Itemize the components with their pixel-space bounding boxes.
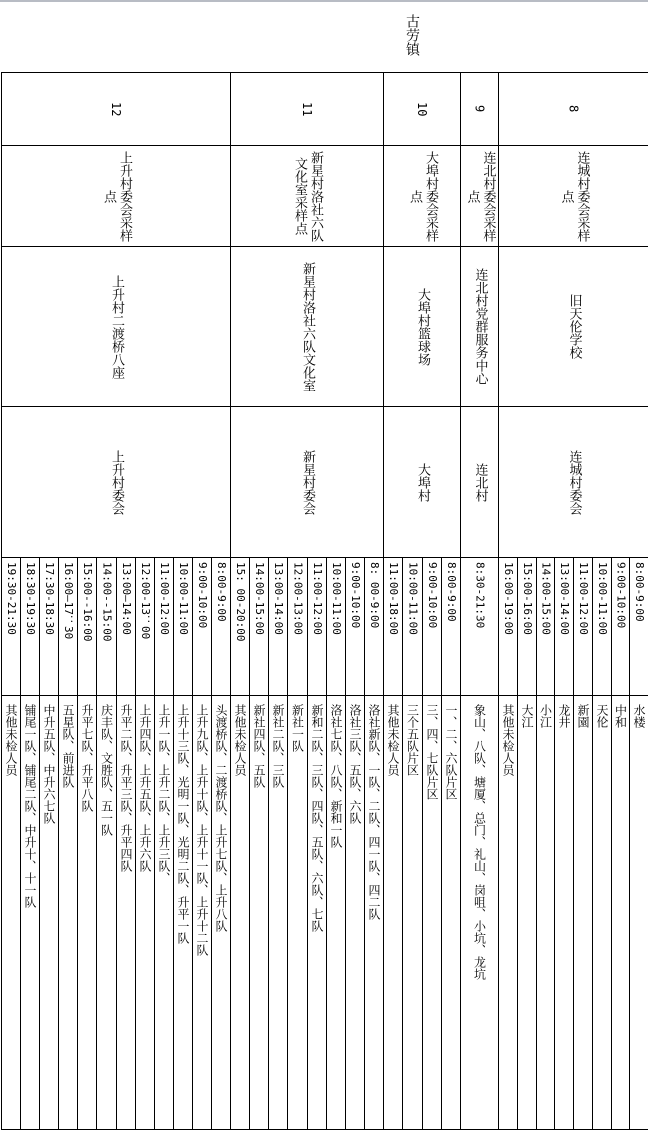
time-slot-cell xyxy=(326,557,346,696)
time-slot: 8:30-21:30 xyxy=(473,562,487,629)
area-cell xyxy=(364,695,384,1130)
location-name: 新星村洛社六队文化室 xyxy=(300,261,315,392)
location-cell xyxy=(1,246,231,407)
village-name: 新星村委会 xyxy=(300,449,315,515)
area-list: 大江 xyxy=(520,704,534,728)
time-slot: 15:00-16:00 xyxy=(521,562,534,635)
area-cell xyxy=(554,695,574,1130)
time-slot-cell xyxy=(498,557,518,696)
area-cell xyxy=(460,695,499,1130)
time-slot-cell xyxy=(364,557,384,696)
time-slot: 15: 00-20:00 xyxy=(234,562,247,642)
time-slot-cell xyxy=(154,557,174,696)
area-cell xyxy=(154,695,174,1130)
time-slot-cell xyxy=(345,557,365,696)
area-cell xyxy=(230,695,250,1130)
area-cell xyxy=(422,695,442,1130)
time-slot: 13:00-14:00 xyxy=(558,562,571,635)
time-slot: 12:00-13:00 xyxy=(291,562,305,635)
area-cell xyxy=(211,695,231,1130)
location-name: 大埠村篮球场 xyxy=(415,287,430,366)
area-cell xyxy=(383,695,403,1130)
time-slot: 11:00-12:00 xyxy=(311,562,324,635)
location-name: 上升村二渡桥八座 xyxy=(109,274,124,379)
time-slot-cell xyxy=(287,557,308,696)
time-slot-cell xyxy=(1,557,21,696)
time-slot-cell xyxy=(96,557,117,696)
time-slot: 10:00-11:00 xyxy=(406,562,420,635)
area-cell xyxy=(58,695,78,1130)
location-cell xyxy=(460,246,499,407)
time-slot-cell xyxy=(135,557,155,696)
time-slot: 10:00-11:00 xyxy=(177,562,190,635)
sample-site-name: 新星村洛社六队文化室采样点 xyxy=(292,150,323,242)
group-number: 12 xyxy=(109,101,123,117)
group-number-cell xyxy=(460,72,499,146)
area-list: 象山、八队、塘厦、总门、礼山、岗咀、小坑、龙坑 xyxy=(472,704,487,980)
area-list: 其他未检人员 xyxy=(386,704,400,776)
time-slot-cell xyxy=(192,557,212,696)
town-name: 古劳镇 xyxy=(404,14,420,56)
time-slot-cell xyxy=(536,557,555,696)
time-slot: 13:00—14:00 xyxy=(120,562,133,635)
area-list: 其他未检人员 xyxy=(4,704,18,776)
time-slot-cell xyxy=(460,557,499,696)
village-cell xyxy=(383,406,461,558)
sample-site-name: 上升村委会采样点 xyxy=(101,150,132,242)
time-slot: 8:00-9:00 xyxy=(445,562,458,622)
area-list: 铺尾一队、铺尾二队、中升十、十一队 xyxy=(23,704,37,908)
area-list: 龙井 xyxy=(557,704,571,728)
time-slot: 17:30-18:30 xyxy=(43,562,56,635)
time-slot: 14:00-15:00 xyxy=(253,562,266,635)
group-number-cell xyxy=(1,72,231,146)
location-name: 旧天伦学校 xyxy=(566,294,582,359)
location-cell xyxy=(230,246,384,407)
time-slot: 18:30-19:30 xyxy=(24,562,37,635)
area-cell xyxy=(135,695,155,1130)
window-top-edge xyxy=(0,0,648,2)
area-cell xyxy=(77,695,97,1130)
area-list: 三个五队片区 xyxy=(405,704,420,776)
time-slot-cell xyxy=(573,557,593,696)
sample-site-cell xyxy=(1,145,231,247)
time-slot: 9:00-10:00 xyxy=(426,562,439,629)
location-cell xyxy=(498,246,648,407)
sample-site-cell xyxy=(230,145,384,247)
area-list: 洛社七队、八队、新和一队 xyxy=(329,704,343,848)
area-cell xyxy=(287,695,308,1130)
area-list: 其他未检人员 xyxy=(501,704,515,776)
area-cell xyxy=(249,695,269,1130)
area-list: 其他未检人员 xyxy=(233,704,247,776)
time-slot: 8:00-9:00 xyxy=(215,562,228,622)
area-cell xyxy=(326,695,346,1130)
area-list: 上升四队、上升五队、上升六队 xyxy=(138,704,152,872)
time-slot-cell xyxy=(39,557,59,696)
time-slot: 9:00-10:00 xyxy=(614,562,628,629)
area-list: 洛社新队、一队、二队、四一队、四二队 xyxy=(367,704,381,920)
time-slot-cell xyxy=(517,557,537,696)
area-cell xyxy=(1,695,21,1130)
area-list: 新和二队、三队、四队、五队、六队、七队 xyxy=(310,704,324,932)
village-name: 连城村委会 xyxy=(566,449,582,515)
time-slot: 16:00—17：30 xyxy=(62,562,75,640)
sample-site-cell xyxy=(498,145,648,247)
time-slot: 10:00-11:00 xyxy=(330,562,343,635)
time-slot-cell xyxy=(211,557,231,696)
area-list: 小江 xyxy=(538,704,553,728)
sample-site-name: 连北村委会采样点 xyxy=(464,150,496,242)
area-list: 三、四、七队片区 xyxy=(425,704,439,800)
area-list: 升平二队、升平三队、升平四队 xyxy=(119,704,133,872)
area-list: 庆丰队、文胜队、五一队 xyxy=(99,704,114,836)
time-slot-cell xyxy=(268,557,288,696)
area-list: 洛社三队、五队、六队 xyxy=(348,704,362,824)
area-cell xyxy=(20,695,40,1130)
village-name: 连北村 xyxy=(472,462,488,502)
time-slot: 16:00-19:00 xyxy=(502,562,515,635)
area-list: 中和 xyxy=(613,704,628,728)
area-cell xyxy=(573,695,593,1130)
area-list: 上升十三队、光明一队、光明二队、升平一队 xyxy=(176,704,190,944)
area-cell xyxy=(116,695,136,1130)
area-list: 上升一队、上升二队、上升三队、 xyxy=(157,704,171,884)
time-slot-cell xyxy=(611,557,630,696)
area-list: 一、二、六队片区 xyxy=(444,704,458,800)
time-slot: 14:00--15:00 xyxy=(100,562,114,642)
sample-site-name: 连城村委会采样点 xyxy=(558,150,590,242)
area-list: 上升九队、上升十队、上升十一队、上升十二队 xyxy=(195,704,209,956)
time-slot: 12:00-13：00 xyxy=(139,562,152,640)
group-number: 11 xyxy=(300,101,314,117)
area-list: 新社二队、三队 xyxy=(271,704,285,788)
time-slot-cell xyxy=(307,557,327,696)
area-cell xyxy=(629,695,648,1130)
time-slot: 14:00-15:00 xyxy=(539,562,553,635)
location-name: 连北村党群服务中心 xyxy=(472,268,488,385)
location-cell xyxy=(383,246,461,407)
time-slot: 11:00-12:00 xyxy=(577,562,590,635)
time-slot-cell xyxy=(554,557,574,696)
area-cell xyxy=(345,695,365,1130)
area-list: 五星队、前进队 xyxy=(61,704,75,788)
area-cell xyxy=(39,695,59,1130)
time-slot: 11:00-12:00 xyxy=(158,562,171,635)
sample-site-cell xyxy=(460,145,499,247)
time-slot-cell xyxy=(173,557,193,696)
area-cell xyxy=(498,695,518,1130)
time-slot: 8: 00-9:00 xyxy=(368,562,381,629)
time-slot-cell xyxy=(58,557,78,696)
sample-site-cell xyxy=(383,145,461,247)
area-cell xyxy=(592,695,612,1130)
village-cell xyxy=(460,406,499,558)
area-cell xyxy=(611,695,630,1130)
area-cell xyxy=(517,695,537,1130)
time-slot-cell xyxy=(441,557,461,696)
time-slot-cell xyxy=(20,557,40,696)
time-slot: 10:00-11:00 xyxy=(596,562,609,635)
area-list: 升平七队、升平八队 xyxy=(80,704,94,812)
area-list: 新社四队、五队 xyxy=(252,704,266,788)
area-cell xyxy=(192,695,212,1130)
time-slot-cell xyxy=(383,557,403,696)
group-number: 9 xyxy=(472,105,487,113)
area-cell xyxy=(402,695,423,1130)
village-cell xyxy=(498,406,648,558)
village-name: 上升村委会 xyxy=(109,449,124,515)
group-number-cell xyxy=(230,72,384,146)
area-cell xyxy=(173,695,193,1130)
time-slot-cell xyxy=(230,557,250,696)
time-slot-cell xyxy=(249,557,269,696)
area-list: 新社一队 xyxy=(290,704,305,752)
time-slot: 19:30-21:30 xyxy=(5,562,18,635)
area-list: 新園 xyxy=(576,704,590,728)
village-name: 大埠村 xyxy=(415,462,430,502)
time-slot: 9:00-10:00 xyxy=(196,562,209,629)
group-number-cell xyxy=(383,72,461,146)
area-list: 水楼 xyxy=(632,704,646,728)
time-slot: 13:00-14:00 xyxy=(272,562,285,635)
time-slot: 15:00--16:00 xyxy=(81,562,94,642)
area-list: 头渡桥队、二渡桥队、上升七队、上升八队 xyxy=(214,704,228,932)
area-cell xyxy=(96,695,117,1130)
village-cell xyxy=(230,406,384,558)
area-cell xyxy=(441,695,461,1130)
time-slot-cell xyxy=(422,557,442,696)
time-slot: 8:00-9:00 xyxy=(633,562,646,622)
group-number: 10 xyxy=(415,101,429,117)
sample-site-name: 大埠村委会采样点 xyxy=(407,150,438,242)
time-slot-cell xyxy=(77,557,97,696)
group-number-cell xyxy=(498,72,648,146)
area-cell xyxy=(536,695,555,1130)
area-list: 中升五队、中升六七队 xyxy=(42,704,56,824)
time-slot: 9:00-10:00 xyxy=(349,562,362,629)
area-cell xyxy=(268,695,288,1130)
time-slot-cell xyxy=(402,557,423,696)
group-number: 8 xyxy=(566,105,581,113)
area-cell xyxy=(307,695,327,1130)
time-slot-cell xyxy=(629,557,648,696)
time-slot-cell xyxy=(592,557,612,696)
time-slot: 11:00-18:00 xyxy=(387,562,400,635)
village-cell xyxy=(1,406,231,558)
time-slot-cell xyxy=(116,557,136,696)
area-list: 天伦 xyxy=(595,704,609,728)
